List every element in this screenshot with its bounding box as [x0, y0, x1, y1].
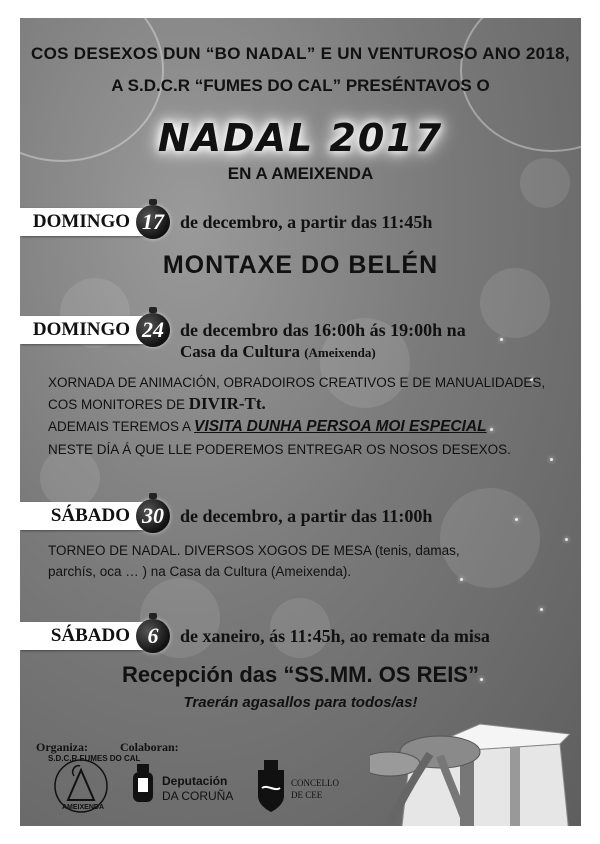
colaboran-label: Colaboran:	[120, 740, 179, 754]
event-description-line	[48, 394, 266, 414]
event-day-number: 30	[142, 503, 164, 528]
reis-title: Recepción das “SS.MM. OS REIS”	[122, 662, 479, 687]
poster-title: NADAL 2017	[157, 116, 444, 160]
event-date: de decembro das 16:00h ás 19:00h na	[180, 320, 466, 340]
sparkle	[515, 518, 518, 521]
event-day-number: 24	[142, 317, 164, 342]
event-day-label: DOMINGO	[20, 208, 154, 236]
description-text: ADEMAIS TEREMOS A	[48, 419, 195, 434]
event-day-label: SÁBADO	[20, 622, 154, 650]
ornament-icon	[136, 619, 170, 653]
gift-box-icon	[370, 714, 570, 826]
sparkle	[500, 338, 503, 341]
event-day-label: DOMINGO	[20, 316, 154, 344]
reis-subtitle: Traerán agasallos para todos/as!	[183, 694, 418, 711]
poster	[20, 18, 581, 826]
special-visit: VISITA DUNHA PERSOA MOI ESPECIAL	[194, 418, 487, 435]
bokeh	[40, 448, 100, 508]
fumes-logo-place: AMEIXENDA	[62, 804, 105, 811]
event-location	[180, 342, 376, 362]
ornament-icon	[136, 499, 170, 533]
event-day-number: 17	[142, 209, 164, 234]
sparkle	[565, 538, 568, 541]
event-day-label: SÁBADO	[20, 502, 154, 530]
bokeh	[440, 488, 540, 588]
event-date: de xaneiro, ás 11:45h, ao remate da misa	[180, 626, 490, 646]
sparkle	[490, 428, 493, 431]
event-date: de decembro, a partir das 11:45h	[180, 212, 433, 232]
deputacion-subname: DA CORUÑA	[162, 789, 234, 803]
deputacion-name: Deputación	[162, 774, 228, 788]
concello-name: CONCELLO	[291, 778, 339, 788]
event-place: Casa da Cultura	[180, 342, 300, 361]
concello-subname: DE CEE	[291, 790, 323, 800]
event-description-line: parchís, oca … ) na Casa da Cultura (Ameixenda).	[48, 564, 352, 579]
greeting-line-1: COS DESEXOS DUN “BO NADAL” E UN VENTUROSO ANO 2018,	[31, 44, 570, 63]
divir-name: DIVIR-Tt.	[188, 394, 266, 413]
event-day-number: 6	[147, 623, 159, 648]
montaxe-title: MONTAXE DO BELÉN	[162, 251, 439, 279]
poster-subtitle: EN A AMEIXENDA	[227, 164, 374, 183]
organiza-label: Organiza:	[36, 740, 88, 754]
fumes-logo-text: S.D.C.R FUMES DO CAL	[48, 754, 141, 763]
torneo-label: TORNEO DE NADAL	[48, 543, 177, 558]
ornament-icon	[136, 313, 170, 347]
deputacion-crest-icon	[128, 762, 158, 810]
ornament-icon	[136, 205, 170, 239]
event-description-line	[48, 418, 487, 436]
sparkle	[550, 458, 553, 461]
description-text: COS MONITORES DE	[48, 397, 189, 412]
description-text: . DIVERSOS XOGOS DE MESA (tenis, damas,	[176, 543, 460, 558]
event-place-note: (Ameixenda)	[304, 345, 376, 360]
event-date: de decembro, a partir das 11:00h	[180, 506, 433, 526]
event-description-line: XORNADA DE ANIMACIÓN, OBRADOIROS CREATIVOS E DE MANUALIDADES,	[48, 375, 546, 390]
concello-cee-crest-icon	[254, 758, 288, 814]
event-description-line	[48, 543, 460, 558]
greeting-line-2: A S.D.C.R “FUMES DO CAL” PRESÉNTAVOS O	[111, 76, 490, 95]
event-description-line: NESTE DÍA Á QUE LLE PODEREMOS ENTREGAR OS NOSOS DESEXOS.	[48, 442, 511, 457]
sparkle	[460, 578, 463, 581]
sparkle	[540, 608, 543, 611]
